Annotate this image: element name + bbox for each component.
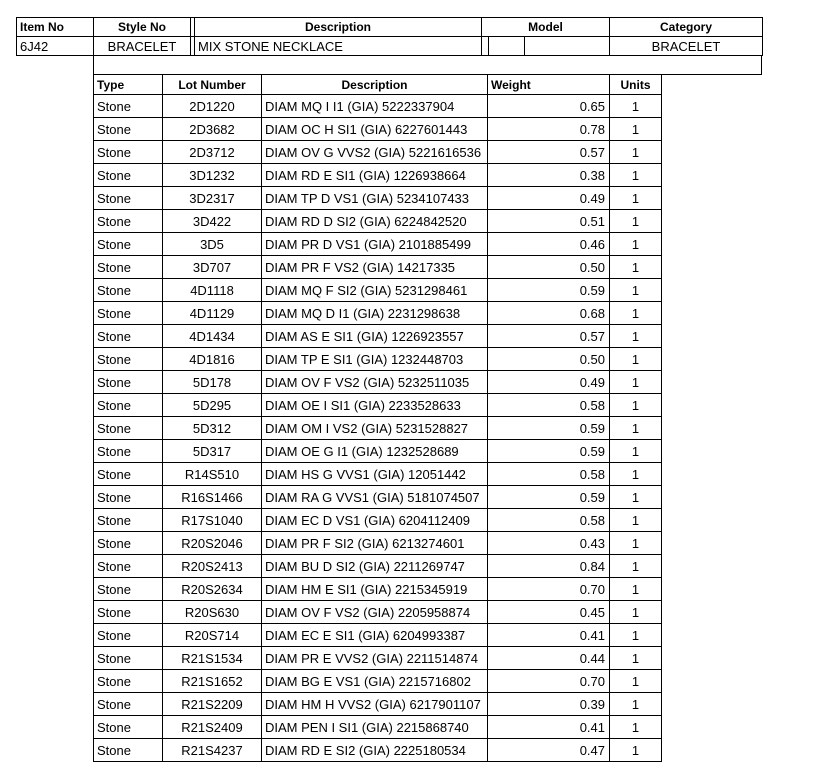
header-blank-row xyxy=(93,56,762,75)
type-cell: Stone xyxy=(94,279,163,302)
type-cell: Stone xyxy=(94,95,163,118)
table-row xyxy=(94,716,662,739)
lot-number-cell: 3D422 xyxy=(163,210,262,233)
units-cell: 1 xyxy=(610,210,662,233)
type-cell: Stone xyxy=(94,647,163,670)
lot-number-cell: 4D1434 xyxy=(163,325,262,348)
lot-number-cell: 2D3712 xyxy=(163,141,262,164)
category-value: BRACELET xyxy=(610,37,763,56)
units-cell: 1 xyxy=(610,739,662,762)
table-row xyxy=(94,302,662,325)
description-cell: DIAM EC E SI1 (GIA) 6204993387 xyxy=(262,624,488,647)
description-cell: DIAM OV F VS2 (GIA) 5232511035 xyxy=(262,371,488,394)
description-cell: DIAM RD E SI2 (GIA) 2225180534 xyxy=(262,739,488,762)
units-cell: 1 xyxy=(610,141,662,164)
model-value-a xyxy=(489,37,525,56)
units-cell: 1 xyxy=(610,578,662,601)
type-cell: Stone xyxy=(94,210,163,233)
table-row xyxy=(94,624,662,647)
lot-number-cell: R14S510 xyxy=(163,463,262,486)
table-row xyxy=(94,440,662,463)
lot-number-cell: 5D178 xyxy=(163,371,262,394)
header-column-row xyxy=(17,18,763,37)
weight-cell: 0.78 xyxy=(488,118,610,141)
description-cell: DIAM HM H VVS2 (GIA) 6217901107 xyxy=(262,693,488,716)
units-cell: 1 xyxy=(610,440,662,463)
table-row xyxy=(94,233,662,256)
units-cell: 1 xyxy=(610,624,662,647)
table-row xyxy=(94,187,662,210)
description-cell: DIAM TP E SI1 (GIA) 1232448703 xyxy=(262,348,488,371)
description-value: MIX STONE NECKLACE xyxy=(195,37,482,56)
description-cell: DIAM PEN I SI1 (GIA) 2215868740 xyxy=(262,716,488,739)
table-row xyxy=(94,693,662,716)
lot-number-cell: 3D707 xyxy=(163,256,262,279)
type-cell: Stone xyxy=(94,187,163,210)
col-description: Description xyxy=(195,18,482,37)
units-cell: 1 xyxy=(610,348,662,371)
type-cell: Stone xyxy=(94,325,163,348)
lot-number-cell: 3D5 xyxy=(163,233,262,256)
description-cell: DIAM OE G I1 (GIA) 1232528689 xyxy=(262,440,488,463)
description-cell: DIAM PR F VS2 (GIA) 14217335 xyxy=(262,256,488,279)
header-value-row xyxy=(17,37,763,56)
type-cell: Stone xyxy=(94,233,163,256)
type-cell: Stone xyxy=(94,348,163,371)
table-row xyxy=(94,555,662,578)
weight-cell: 0.59 xyxy=(488,417,610,440)
description-cell: DIAM RD D SI2 (GIA) 6224842520 xyxy=(262,210,488,233)
type-cell: Stone xyxy=(94,417,163,440)
table-row xyxy=(94,118,662,141)
units-cell: 1 xyxy=(610,164,662,187)
description-cell: DIAM OM I VS2 (GIA) 5231528827 xyxy=(262,417,488,440)
col-lot-number: Lot Number xyxy=(163,75,262,95)
lot-number-cell: 2D3682 xyxy=(163,118,262,141)
type-cell: Stone xyxy=(94,532,163,555)
table-row xyxy=(94,279,662,302)
col-weight: Weight xyxy=(488,75,610,95)
col-description: Description xyxy=(262,75,488,95)
components-body xyxy=(94,95,662,762)
lot-number-cell: 4D1129 xyxy=(163,302,262,325)
item-no-value: 6J42 xyxy=(17,37,94,56)
type-cell: Stone xyxy=(94,693,163,716)
type-cell: Stone xyxy=(94,141,163,164)
weight-cell: 0.68 xyxy=(488,302,610,325)
description-cell: DIAM RD E SI1 (GIA) 1226938664 xyxy=(262,164,488,187)
units-cell: 1 xyxy=(610,394,662,417)
weight-cell: 0.46 xyxy=(488,233,610,256)
weight-cell: 0.59 xyxy=(488,279,610,302)
weight-cell: 0.45 xyxy=(488,601,610,624)
table-row xyxy=(94,325,662,348)
lot-number-cell: R21S4237 xyxy=(163,739,262,762)
components-header-row xyxy=(94,75,662,95)
units-cell: 1 xyxy=(610,371,662,394)
units-cell: 1 xyxy=(610,601,662,624)
weight-cell: 0.58 xyxy=(488,394,610,417)
weight-cell: 0.44 xyxy=(488,647,610,670)
lot-number-cell: 4D1816 xyxy=(163,348,262,371)
lot-number-cell: 3D2317 xyxy=(163,187,262,210)
weight-cell: 0.65 xyxy=(488,95,610,118)
description-cell: DIAM MQ D I1 (GIA) 2231298638 xyxy=(262,302,488,325)
description-cell: DIAM MQ F SI2 (GIA) 5231298461 xyxy=(262,279,488,302)
units-cell: 1 xyxy=(610,233,662,256)
lot-number-cell: R17S1040 xyxy=(163,509,262,532)
lot-number-cell: 5D312 xyxy=(163,417,262,440)
lot-number-cell: R16S1466 xyxy=(163,486,262,509)
units-cell: 1 xyxy=(610,509,662,532)
description-cell: DIAM MQ I I1 (GIA) 5222337904 xyxy=(262,95,488,118)
lot-number-cell: 3D1232 xyxy=(163,164,262,187)
description-cell: DIAM OE I SI1 (GIA) 2233528633 xyxy=(262,394,488,417)
type-cell: Stone xyxy=(94,463,163,486)
type-cell: Stone xyxy=(94,739,163,762)
table-row xyxy=(94,417,662,440)
weight-cell: 0.59 xyxy=(488,440,610,463)
units-cell: 1 xyxy=(610,693,662,716)
description-cell: DIAM AS E SI1 (GIA) 1226923557 xyxy=(262,325,488,348)
units-cell: 1 xyxy=(610,417,662,440)
description-cell: DIAM OV G VVS2 (GIA) 5221616536 xyxy=(262,141,488,164)
table-row xyxy=(94,532,662,555)
table-row xyxy=(94,670,662,693)
table-row xyxy=(94,486,662,509)
lot-number-cell: 2D1220 xyxy=(163,95,262,118)
weight-cell: 0.50 xyxy=(488,256,610,279)
table-row xyxy=(94,210,662,233)
units-cell: 1 xyxy=(610,486,662,509)
col-item-no: Item No xyxy=(17,18,94,37)
description-cell: DIAM PR E VVS2 (GIA) 2211514874 xyxy=(262,647,488,670)
lot-number-cell: R20S2046 xyxy=(163,532,262,555)
spacer-cell xyxy=(482,37,489,56)
description-cell: DIAM HS G VVS1 (GIA) 12051442 xyxy=(262,463,488,486)
weight-cell: 0.41 xyxy=(488,716,610,739)
units-cell: 1 xyxy=(610,716,662,739)
description-cell: DIAM BU D SI2 (GIA) 2211269747 xyxy=(262,555,488,578)
style-no-value: BRACELET xyxy=(94,37,191,56)
units-cell: 1 xyxy=(610,670,662,693)
units-cell: 1 xyxy=(610,647,662,670)
description-cell: DIAM RA G VVS1 (GIA) 5181074507 xyxy=(262,486,488,509)
table-row xyxy=(94,256,662,279)
type-cell: Stone xyxy=(94,394,163,417)
weight-cell: 0.47 xyxy=(488,739,610,762)
lot-number-cell: R21S2209 xyxy=(163,693,262,716)
weight-cell: 0.49 xyxy=(488,371,610,394)
lot-number-cell: R21S1652 xyxy=(163,670,262,693)
weight-cell: 0.38 xyxy=(488,164,610,187)
lot-number-cell: R20S2413 xyxy=(163,555,262,578)
weight-cell: 0.58 xyxy=(488,463,610,486)
units-cell: 1 xyxy=(610,95,662,118)
type-cell: Stone xyxy=(94,670,163,693)
col-style-no: Style No xyxy=(94,18,191,37)
type-cell: Stone xyxy=(94,256,163,279)
description-cell: DIAM PR D VS1 (GIA) 2101885499 xyxy=(262,233,488,256)
units-cell: 1 xyxy=(610,532,662,555)
type-cell: Stone xyxy=(94,371,163,394)
weight-cell: 0.59 xyxy=(488,486,610,509)
weight-cell: 0.49 xyxy=(488,187,610,210)
table-row xyxy=(94,164,662,187)
units-cell: 1 xyxy=(610,555,662,578)
table-row xyxy=(94,509,662,532)
weight-cell: 0.50 xyxy=(488,348,610,371)
units-cell: 1 xyxy=(610,463,662,486)
table-row xyxy=(94,371,662,394)
type-cell: Stone xyxy=(94,601,163,624)
col-units: Units xyxy=(610,75,662,95)
weight-cell: 0.57 xyxy=(488,325,610,348)
table-row xyxy=(94,463,662,486)
weight-cell: 0.51 xyxy=(488,210,610,233)
type-cell: Stone xyxy=(94,716,163,739)
weight-cell: 0.39 xyxy=(488,693,610,716)
weight-cell: 0.58 xyxy=(488,509,610,532)
description-cell: DIAM TP D VS1 (GIA) 5234107433 xyxy=(262,187,488,210)
description-cell: DIAM OV F VS2 (GIA) 2205958874 xyxy=(262,601,488,624)
weight-cell: 0.41 xyxy=(488,624,610,647)
lot-number-cell: R21S2409 xyxy=(163,716,262,739)
lot-number-cell: 5D317 xyxy=(163,440,262,463)
description-cell: DIAM EC D VS1 (GIA) 6204112409 xyxy=(262,509,488,532)
type-cell: Stone xyxy=(94,164,163,187)
units-cell: 1 xyxy=(610,256,662,279)
type-cell: Stone xyxy=(94,440,163,463)
table-row xyxy=(94,141,662,164)
units-cell: 1 xyxy=(610,325,662,348)
type-cell: Stone xyxy=(94,509,163,532)
col-model: Model xyxy=(482,18,610,37)
table-row xyxy=(94,394,662,417)
col-type: Type xyxy=(94,75,163,95)
weight-cell: 0.43 xyxy=(488,532,610,555)
table-row xyxy=(94,601,662,624)
components-table xyxy=(93,74,662,762)
description-cell: DIAM OC H SI1 (GIA) 6227601443 xyxy=(262,118,488,141)
weight-cell: 0.84 xyxy=(488,555,610,578)
table-row xyxy=(94,95,662,118)
description-cell: DIAM HM E SI1 (GIA) 2215345919 xyxy=(262,578,488,601)
model-value xyxy=(525,37,610,56)
lot-number-cell: 5D295 xyxy=(163,394,262,417)
units-cell: 1 xyxy=(610,187,662,210)
type-cell: Stone xyxy=(94,624,163,647)
lot-number-cell: R20S2634 xyxy=(163,578,262,601)
lot-number-cell: R20S630 xyxy=(163,601,262,624)
type-cell: Stone xyxy=(94,118,163,141)
table-row xyxy=(94,348,662,371)
lot-number-cell: 4D1118 xyxy=(163,279,262,302)
lot-number-cell: R21S1534 xyxy=(163,647,262,670)
table-row xyxy=(94,739,662,762)
weight-cell: 0.57 xyxy=(488,141,610,164)
type-cell: Stone xyxy=(94,486,163,509)
weight-cell: 0.70 xyxy=(488,578,610,601)
units-cell: 1 xyxy=(610,279,662,302)
item-header-table xyxy=(16,17,763,56)
description-cell: DIAM PR F SI2 (GIA) 6213274601 xyxy=(262,532,488,555)
table-row xyxy=(94,647,662,670)
weight-cell: 0.70 xyxy=(488,670,610,693)
units-cell: 1 xyxy=(610,302,662,325)
type-cell: Stone xyxy=(94,555,163,578)
table-row xyxy=(94,578,662,601)
col-category: Category xyxy=(610,18,763,37)
type-cell: Stone xyxy=(94,302,163,325)
lot-number-cell: R20S714 xyxy=(163,624,262,647)
description-cell: DIAM BG E VS1 (GIA) 2215716802 xyxy=(262,670,488,693)
units-cell: 1 xyxy=(610,118,662,141)
type-cell: Stone xyxy=(94,578,163,601)
